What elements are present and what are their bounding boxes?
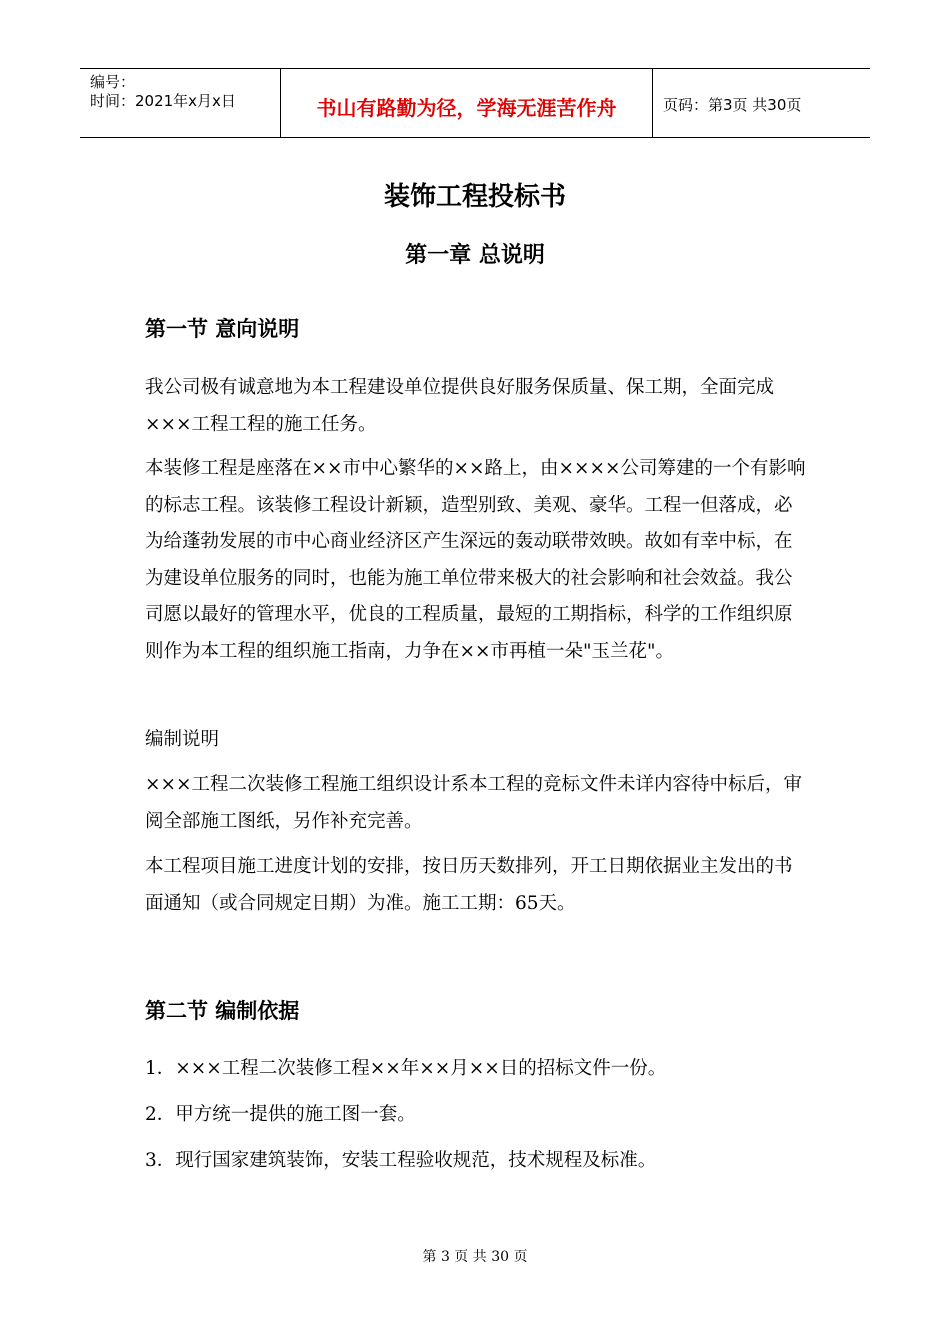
header-motto: 书山有路勤为径，学海无涯苦作舟 [281, 69, 653, 137]
section-heading-2: 第二节 编制依据 [145, 999, 300, 1023]
header-page-info: 页码：第3页 共30页 [663, 95, 802, 114]
date-label: 时间：2021年x月x日 [90, 92, 236, 110]
list-item: 1．×××工程二次装修工程××年××月××日的招标文件一份。 [145, 1058, 667, 1079]
paragraph-project: 本装修工程是座落在××市中心繁华的××路上，由××××公司筹建的一个有影响的标志工程。该装修工程设计新颖，造型别致、美观、豪华。工程一但落成，必为给蓬勃发展的市中心商业经济区产生深远的轰动联带效映。故如有幸中标，在为建设单位服务的同时，也能为施工单位带来极大的社会影响和社会效益。我公司愿以最好的管理水平，优良的工程质量，最短的工期指标，科学的工作组织原则作为本工程的组织施工指南，力争在××市再植一朵"玉兰花"。 [145, 458, 806, 662]
paragraph-compile: ×××工程二次装修工程施工组织设计系本工程的竞标文件未详内容待中标后，审阅全部施工图纸，另作补充完善。 [145, 774, 803, 832]
paragraph-schedule: 本工程项目施工进度计划的安排，按日历天数排列，开工日期依据业主发出的书面通知（或合同规定日期）为准。施工工期：65天。 [145, 856, 793, 914]
code-label: 编号： [90, 73, 136, 91]
paragraph-label: 编制说明 [145, 729, 220, 750]
section-heading-1: 第一节 意向说明 [145, 317, 300, 341]
page-header [80, 68, 870, 138]
chapter-title: 第一章 总说明 [405, 243, 545, 268]
list-item: 3．现行国家建筑装饰，安装工程验收规范，技术规程及标准。 [145, 1150, 657, 1171]
paragraph-intent: 我公司极有诚意地为本工程建设单位提供良好服务保质量、保工期，全面完成×××工程工程的施工任务。 [145, 377, 775, 435]
document-title: 装饰工程投标书 [383, 182, 566, 212]
list-item: 2．甲方统一提供的施工图一套。 [145, 1104, 416, 1125]
page-footer: 第 3 页 共 30 页 [422, 1249, 528, 1265]
header-meta [80, 69, 281, 137]
